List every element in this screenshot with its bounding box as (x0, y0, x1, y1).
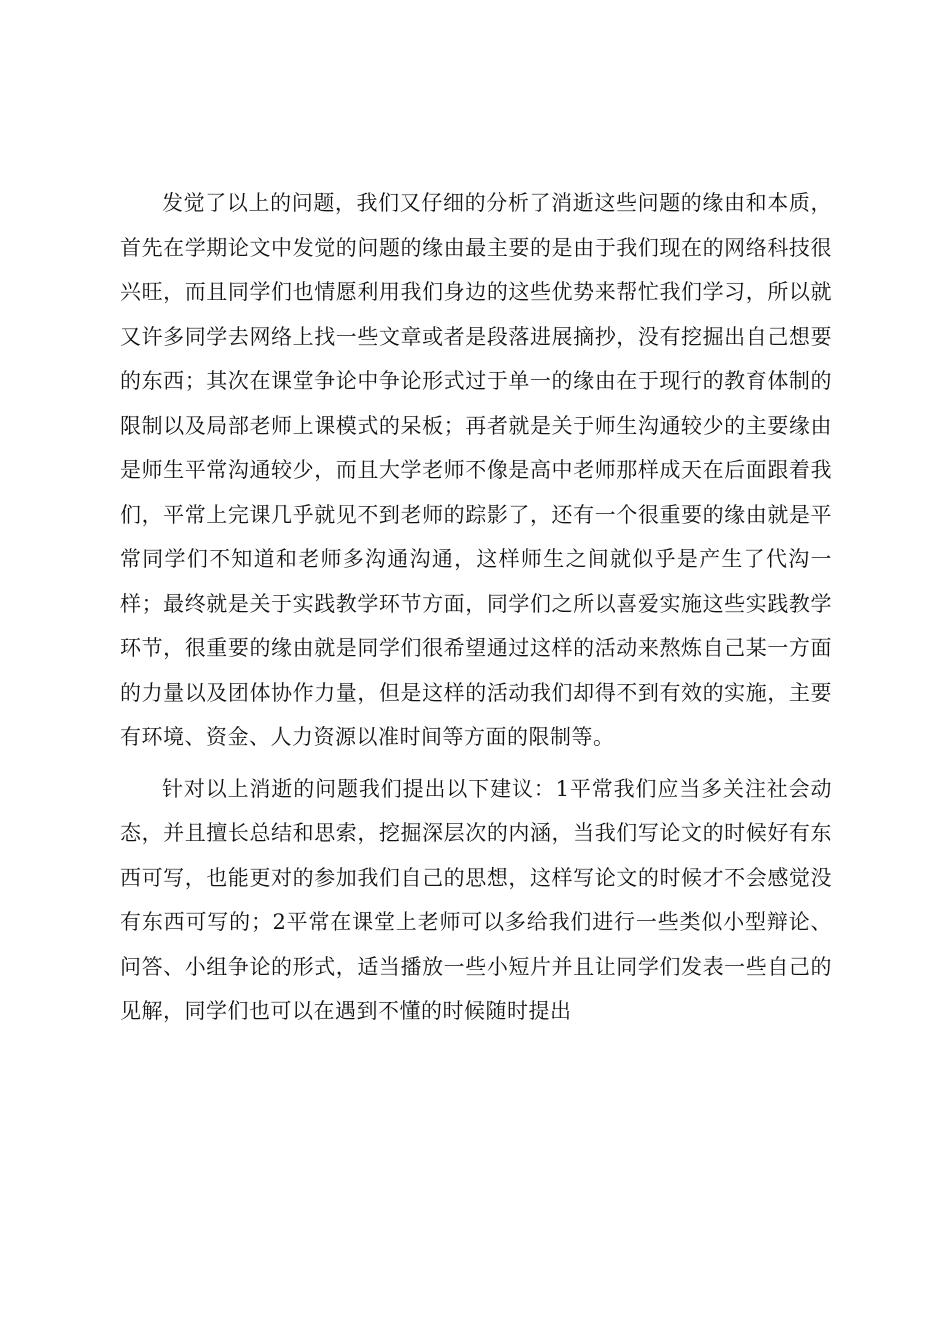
paragraph-suggestions: 针对以上消逝的问题我们提出以下建议：1平常我们应当多关注社会动态，并且擅长总结和思索，挖掘深层次的内涵，当我们写论文的时候好有东西可写，也能更对的参加我们自己的思想，这样写论文的时候才不会感觉没有东西可写的；2平常在课堂上老师可以多给我们进行一些类似小型辩论、问答、小组争论的形式，适当播放一些小短片并且让同学们发表一些自己的见解，同学们也可以在遇到不懂的时候随时提出 (120, 776, 832, 1023)
document-body (120, 181, 832, 1041)
paragraph-analysis: 发觉了以上的问题，我们又仔细的分析了消逝这些问题的缘由和本质，首先在学期论文中发觉的问题的缘由最主要的是由于我们现在的网络科技很兴旺，而且同学们也情愿利用我们身边的这些优势来帮忙我们学习，所以就又许多同学去网络上找一些文章或者是段落进展摘抄，没有挖掘出自己想要的东西；其次在课堂争论中争论形式过于单一的缘由在于现行的教育体制的限制以及局部老师上课模式的呆板；再者就是关于师生沟通较少的主要缘由是师生平常沟通较少，而且大学老师不像是高中老师那样成天在后面跟着我们，平常上完课几乎就见不到老师的踪影了，还有一个很重要的缘由就是平常同学们不知道和老师多沟通沟通，这样师生之间就似乎是产生了代沟一样；最终就是关于实践教学环节方面，同学们之所以喜爱实施这些实践教学环节，很重要的缘由就是同学们很希望通过这样的活动来熬炼自己某一方面的力量以及团体协作力量，但是这样的活动我们却得不到有效的实施，主要有环境、资金、人力资源以准时间等方面的限制等。 (120, 191, 832, 749)
